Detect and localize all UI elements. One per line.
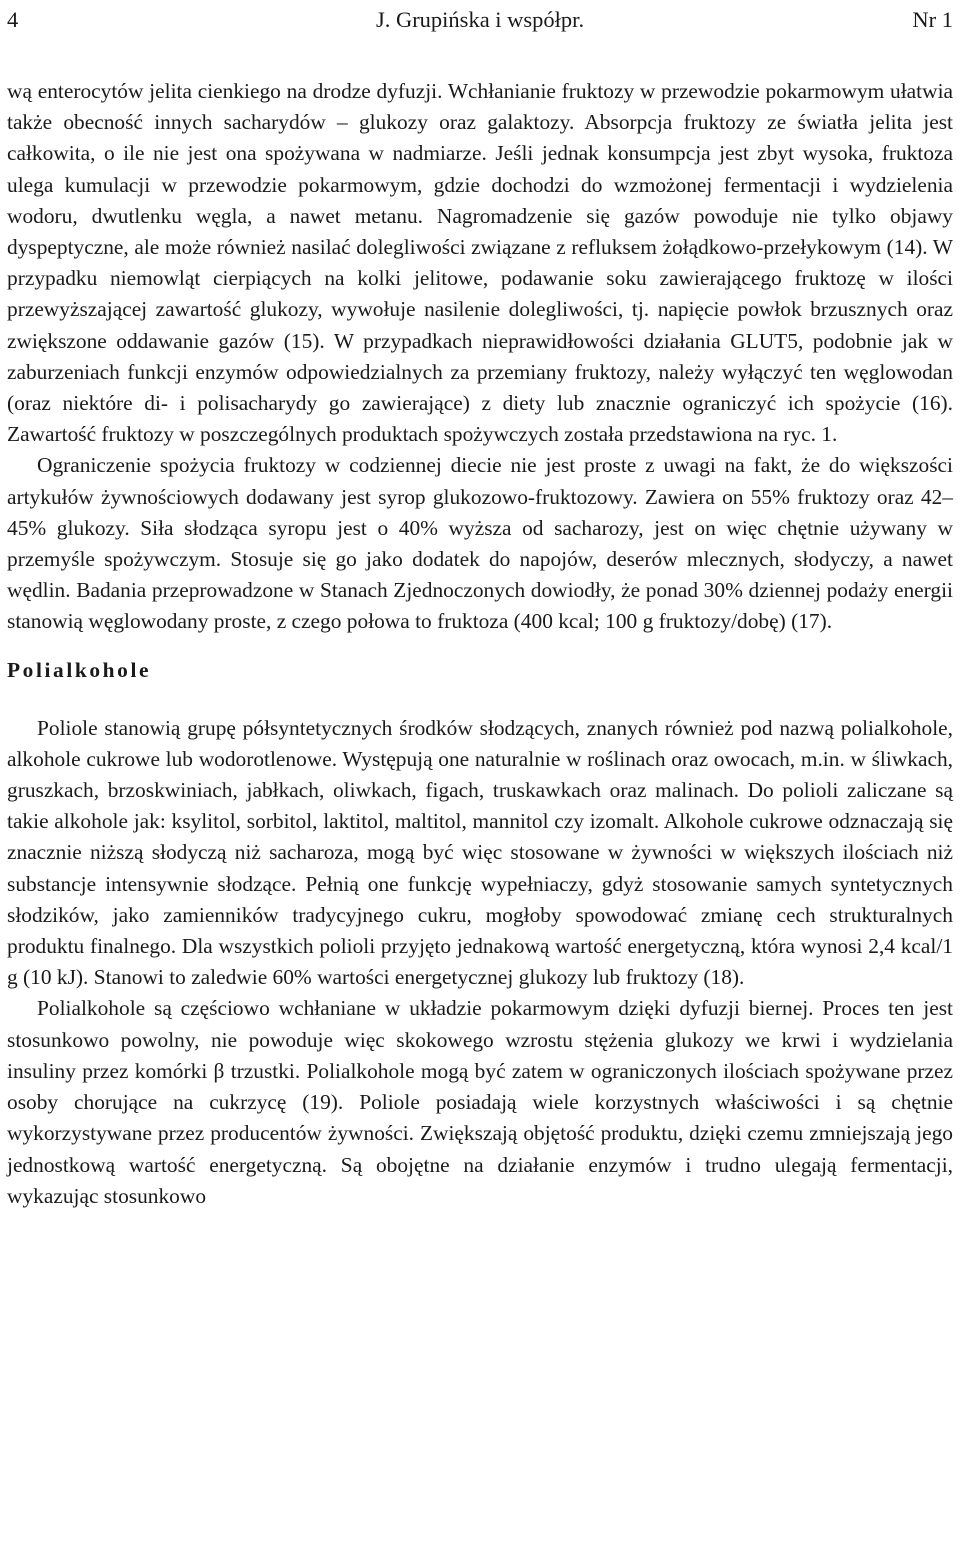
journal-page: [7, 0, 953, 1212]
page-number: 4: [7, 7, 19, 32]
running-title: J. Grupińska i współpr.: [375, 7, 585, 32]
running-head: [7, 0, 953, 46]
paragraph-fructose-absorption: wą enterocytów jelita cienkiego na drodze dyfuzji. Wchłanianie fruktozy w przewodzie pokarmowym ułatwia także obecność innych sacharydów – glukozy oraz galaktozy. Absorpcja fruktozy ze światła jelita jest całkowita, o ile nie jest ona spożywana w nadmiarze. Jeśli jednak konsumpcja jest zbyt wysoka, fruktoza ulega kumulacji w przewodzie pokarmowym, gdzie dochodzi do wzmożonej fermentacji i wydzielenia wodoru, dwutlenku węgla, a nawet metanu. Nagromadzenie się gazów powoduje nie tylko objawy dyspeptyczne, ale może również nasilać dolegliwości związane z refluksem żołądkowo-przełykowym (14). W przypadku niemowląt cierpiących na kolki jelitowe, podawanie soku zawierającego fruktozę w ilości przewyższającej zawartość glukozy, wywołuje nasilenie dolegliwości, tj. napięcie powłok brzusznych oraz zwiększone oddawanie gazów (15). W przypadkach nieprawidłowości działania GLUT5, podobnie jak w zaburzeniach funkcji enzymów odpowiedzialnych za przemiany fruktozy, należy wyłączyć ten węglowodan (oraz niektóre di- i polisacharydy go zawierające) z diety lub znacznie ograniczyć ich spożycie (16). Zawartość fruktozy w poszczególnych produktach spożywczych została przedstawiona na ryc. 1.: [7, 79, 953, 447]
paragraph-fructose-syrup: Ograniczenie spożycia fruktozy w codziennej diecie nie jest proste z uwagi na fakt, że do większości artykułów żywnościowych dodawany jest syrop glukozowo-fruktozowy. Zawiera on 55% fruktozy oraz 42–45% glukozy. Siła słodząca syropu jest o 40% wyższa od sacharozy, jest on więc chętnie używany w przemyśle spożywczym. Stosuje się go jako dodatek do napojów, deserów mlecznych, słodyczy, a nawet wędlin. Badania przeprowadzone w Stanach Zjednoczonych dowiodły, że ponad 30% dziennej podaży energii stanowią węglowodany proste, z czego połowa to fruktoza (400 kcal; 100 g fruktozy/dobę) (17).: [7, 453, 953, 634]
section-heading-polyols: Polialkohole: [7, 657, 152, 682]
paragraph-polyols-absorption: Polialkohole są częściowo wchłaniane w układzie pokarmowym dzięki dyfuzji biernej. Proces ten jest stosunkowo powolny, nie powoduje więc skokowego wzrostu stężenia glukozy we krwi i wydzielania insuliny przez komórki β trzustki. Polialkohole mogą być zatem w ograniczonych ilościach spożywane przez osoby chorujące na cukrzycę (19). Poliole posiadają wiele korzystnych właściwości i są chętnie wykorzystywane przez producentów żywności. Zwiększają objętość produktu, dzięki czemu zmniejszają jego jednostkową wartość energetyczną. Są obojętne na działanie enzymów i trudno ulegają fermentacji, wykazując stosunkowo: [7, 996, 953, 1208]
article-body: [7, 76, 953, 1212]
paragraph-polyols-intro: Poliole stanowią grupę półsyntetycznych środków słodzących, znanych również pod nazwą polialkohole, alkohole cukrowe lub wodorotlenowe. Występują one naturalnie w roślinach oraz owocach, m.in. w śliwkach, gruszkach, brzoskwiniach, jabłkach, oliwkach, figach, truskawkach oraz malinach. Do polioli zaliczane są takie alkohole jak: ksylitol, sorbitol, laktitol, maltitol, mannitol czy izomalt. Alkohole cukrowe odznaczają się znacznie niższą słodyczą niż sacharoza, mogą być więc stosowane w żywności w większych ilościach niż substancje intensywnie słodzące. Pełnią one funkcję wypełniaczy, gdyż stosowanie samych syntetycznych słodzików, jako zamienników tradycyjnego cukru, mogłoby spowodować zmianę cech strukturalnych produktu finalnego. Dla wszystkich polioli przyjęto jednakową wartość energetyczną, która wynosi 2,4 kcal/1 g (10 kJ). Stanowi to zaledwie 60% wartości energetycznej glukozy lub fruktozy (18).: [7, 715, 953, 990]
issue-number: Nr 1: [912, 7, 953, 32]
